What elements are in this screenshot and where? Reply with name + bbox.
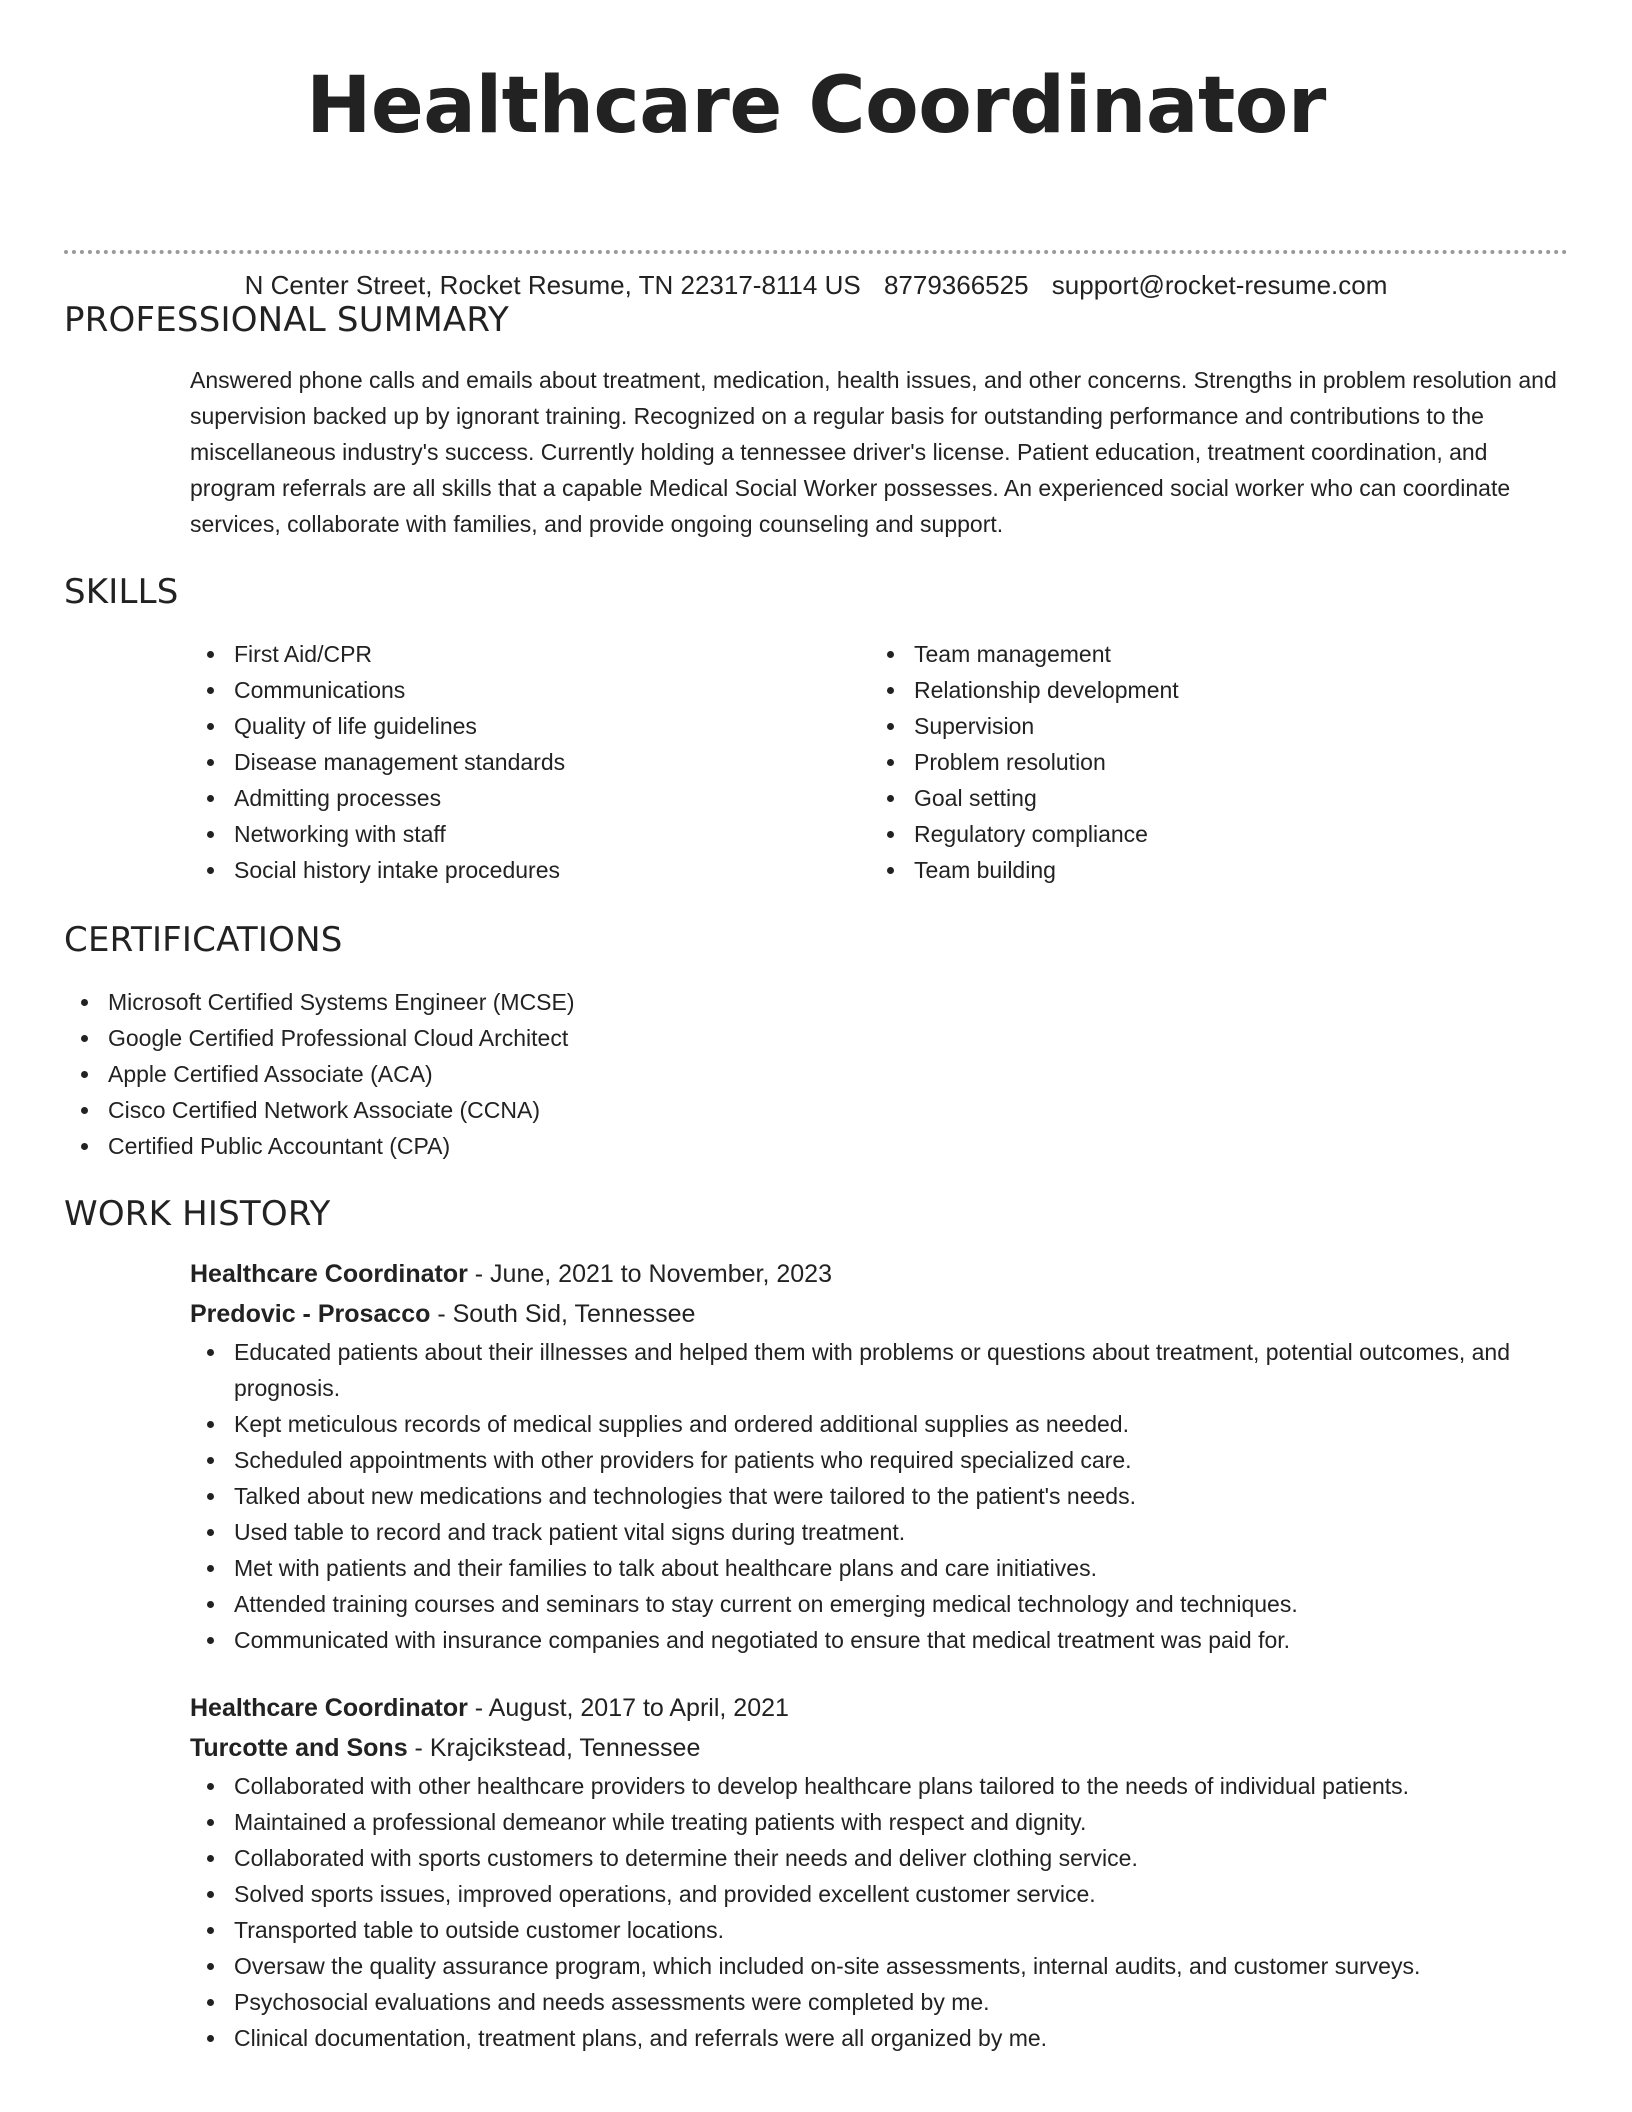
list-item: Collaborated with sports customers to determine their needs and deliver clothing service. bbox=[190, 1840, 1568, 1876]
job-bullets bbox=[190, 1334, 1568, 1658]
list-item: Met with patients and their families to talk about healthcare plans and care initiatives. bbox=[190, 1550, 1568, 1586]
list-item: Clinical documentation, treatment plans, and referrals were all organized by me. bbox=[190, 2020, 1568, 2056]
job-title-line bbox=[190, 1688, 1568, 1728]
job-title-line bbox=[190, 1254, 1568, 1294]
list-item: Oversaw the quality assurance program, which included on-site assessments, internal audits, and customer surveys. bbox=[190, 1948, 1568, 1984]
job-dates: - August, 2017 to April, 2021 bbox=[467, 1694, 789, 1722]
list-item: Communicated with insurance companies and negotiated to ensure that medical treatment was paid for. bbox=[190, 1622, 1568, 1658]
certifications-list bbox=[64, 984, 1568, 1164]
list-item: Collaborated with other healthcare providers to develop healthcare plans tailored to the needs of individual patients. bbox=[190, 1768, 1568, 1804]
job-company-line bbox=[190, 1294, 1568, 1334]
section-title-certifications: CERTIFICATIONS bbox=[64, 920, 343, 960]
section-title-skills: SKILLS bbox=[64, 572, 179, 612]
list-item: Cisco Certified Network Associate (CCNA) bbox=[64, 1092, 1568, 1128]
list-item: Maintained a professional demeanor while treating patients with respect and dignity. bbox=[190, 1804, 1568, 1840]
list-item: Scheduled appointments with other providers for patients who required specialized care. bbox=[190, 1442, 1568, 1478]
list-item: Problem resolution bbox=[870, 744, 1550, 780]
list-item: Educated patients about their illnesses and helped them with problems or questions about treatment, potential outcomes, and prognosis. bbox=[190, 1334, 1568, 1406]
section-title-summary: PROFESSIONAL SUMMARY bbox=[64, 300, 509, 340]
skills-columns bbox=[190, 636, 1568, 888]
work-history-section bbox=[64, 1194, 1568, 2056]
list-item: Transported table to outside customer locations. bbox=[190, 1912, 1568, 1948]
list-item: Team building bbox=[870, 852, 1550, 888]
summary-section bbox=[64, 300, 1568, 542]
summary-text: Answered phone calls and emails about treatment, medication, health issues, and other concerns. Strengths in problem resolution and supervision backed up by ignorant training. Recognized on a regular basis for outstanding performance and contributions to the miscellaneous industry's success. Currently holding a tennessee driver's license. Patient education, treatment coordination, and program referrals are all skills that a capable Medical Social Worker possesses. An experienced social worker who can coordinate services, collaborate with families, and provide ongoing counseling and support. bbox=[190, 367, 1557, 537]
header-divider bbox=[64, 250, 1568, 254]
list-item: Psychosocial evaluations and needs assessments were completed by me. bbox=[190, 1984, 1568, 2020]
list-item: Networking with staff bbox=[190, 816, 870, 852]
job-company: Turcotte and Sons bbox=[190, 1734, 408, 1762]
job-location: - South Sid, Tennessee bbox=[430, 1300, 696, 1328]
skills-section bbox=[64, 572, 1568, 888]
list-item: Admitting processes bbox=[190, 780, 870, 816]
job-dates: - June, 2021 to November, 2023 bbox=[467, 1260, 832, 1288]
list-item: Apple Certified Associate (ACA) bbox=[64, 1056, 1568, 1092]
job-entry bbox=[190, 1254, 1568, 1658]
list-item: Talked about new medications and technologies that were tailored to the patient's needs. bbox=[190, 1478, 1568, 1514]
list-item: Certified Public Accountant (CPA) bbox=[64, 1128, 1568, 1164]
list-item: Disease management standards bbox=[190, 744, 870, 780]
contact-line bbox=[64, 268, 1568, 302]
list-item: Goal setting bbox=[870, 780, 1550, 816]
certifications-section bbox=[64, 920, 1568, 1164]
job-bullets bbox=[190, 1768, 1568, 2056]
resume-page bbox=[64, 0, 1568, 2051]
job-role: Healthcare Coordinator bbox=[190, 1694, 468, 1722]
contact-address: N Center Street, Rocket Resume, TN 22317-8114 US bbox=[244, 270, 861, 300]
list-item: Google Certified Professional Cloud Architect bbox=[64, 1020, 1568, 1056]
candidate-name: Healthcare Coordinator bbox=[306, 61, 1326, 151]
job-entry bbox=[190, 1688, 1568, 2056]
list-item: Regulatory compliance bbox=[870, 816, 1550, 852]
list-item: First Aid/CPR bbox=[190, 636, 870, 672]
contact-email[interactable]: support@rocket-resume.com bbox=[1051, 270, 1388, 300]
list-item: Kept meticulous records of medical supplies and ordered additional supplies as needed. bbox=[190, 1406, 1568, 1442]
list-item: Communications bbox=[190, 672, 870, 708]
list-item: Microsoft Certified Systems Engineer (MCSE) bbox=[64, 984, 1568, 1020]
job-company: Predovic - Prosacco bbox=[190, 1300, 431, 1328]
skills-list-left bbox=[190, 636, 870, 888]
list-item: Team management bbox=[870, 636, 1550, 672]
contact-phone: 8779366525 bbox=[883, 270, 1029, 300]
job-company-line bbox=[190, 1728, 1568, 1768]
list-item: Quality of life guidelines bbox=[190, 708, 870, 744]
job-role: Healthcare Coordinator bbox=[190, 1260, 468, 1288]
list-item: Used table to record and track patient vital signs during treatment. bbox=[190, 1514, 1568, 1550]
skills-list-right bbox=[870, 636, 1550, 888]
list-item: Attended training courses and seminars to stay current on emerging medical technology and techniques. bbox=[190, 1586, 1568, 1622]
list-item: Solved sports issues, improved operations, and provided excellent customer service. bbox=[190, 1876, 1568, 1912]
list-item: Relationship development bbox=[870, 672, 1550, 708]
list-item: Supervision bbox=[870, 708, 1550, 744]
list-item: Social history intake procedures bbox=[190, 852, 870, 888]
section-title-work-history: WORK HISTORY bbox=[64, 1194, 331, 1234]
job-location: - Krajcikstead, Tennessee bbox=[407, 1734, 701, 1762]
